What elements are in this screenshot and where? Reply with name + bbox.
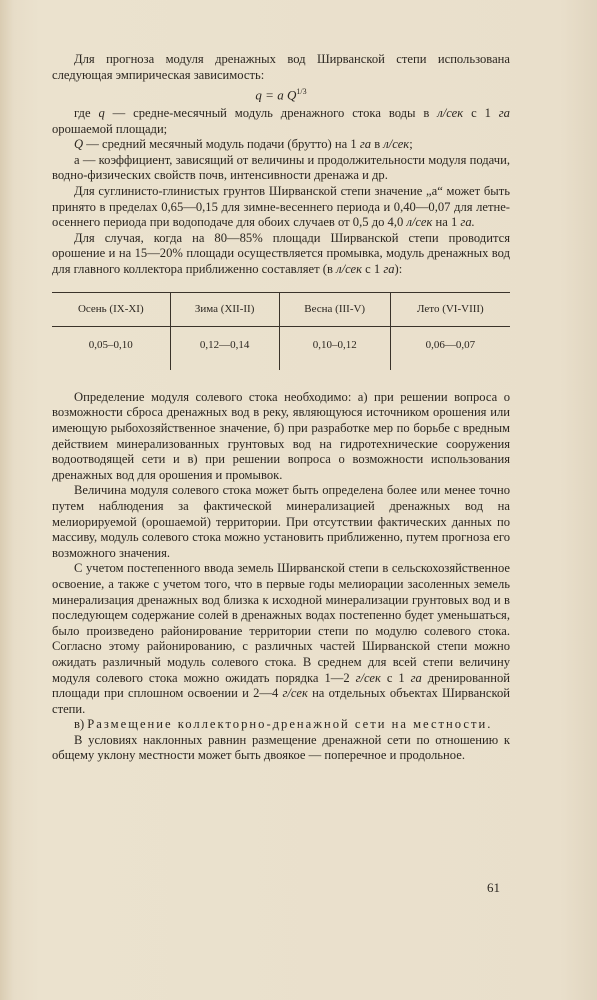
definition-Q: Q — средний месячный модуль подачи (брутто) на 1 га в л/сек; <box>74 137 413 152</box>
paragraph-coefficient: Для суглинисто-глинистых грунтов Ширванской степи значение „а“ может быть принято в пределах 0,65—0,15 для зимне-весеннего периода и 0,40—0,07 для летне-осеннего периода при водоподаче для обоих случаев от 0,5 до 4,0 л/сек на 1 га. <box>52 184 510 230</box>
section-heading: в) Размещение коллекторно-дренажной сети на местности. <box>74 717 493 732</box>
table-header-row <box>52 292 510 327</box>
table-header-cell: Зима (XII-II) <box>170 292 279 327</box>
table-cell: 0,10–0,12 <box>279 327 390 370</box>
formula <box>52 84 510 103</box>
seasonal-module-table <box>52 292 510 370</box>
formula-exponent: 1/3 <box>296 87 307 97</box>
table-header-cell: Осень (IX-XI) <box>52 292 170 327</box>
paragraph-salt-estimate: Величина модуля солевого стока может быть определена более или менее точно путем наблюдения за фактической минерализацией дренажных вод на мелиорируемой (орошаемой) территории. При отсутствии фактических данных по массиву, модуль солевого стока можно установить приближенно, путем прогноза его возможного значения. <box>52 483 510 560</box>
paragraph-drain-module: Для случая, когда на 80—85% площади Ширванской степи проводится орошение и на 15—20% площади осуществляется промывка, модуль дренажных вод для главного коллектора приближенно составляет (в л/сек с 1 га): <box>52 230 510 277</box>
definition-q: где q — средне-месячный модуль дренажного стока воды в л/сек с 1 га орошаемой площади; <box>52 106 510 136</box>
table-header-cell: Весна (III-V) <box>279 292 390 327</box>
table-cell: 0,12—0,14 <box>170 327 279 370</box>
definition-a: а — коэффициент, зависящий от величины и продолжительности модуля подачи, водно-физических свойств почв, интенсивности дренажа и др. <box>52 152 510 183</box>
paragraph-intro: Для прогноза модуля дренажных вод Ширванской степи использована следующая эмпирическая зависимость: <box>52 52 510 82</box>
page-body <box>52 52 510 764</box>
table-row <box>52 327 510 370</box>
table-cell: 0,06—0,07 <box>390 327 510 370</box>
table-cell: 0,05–0,10 <box>88 339 133 352</box>
table-header-cell: Лето (VI-VIII) <box>390 292 510 327</box>
formula-expression: q = a Q <box>255 87 297 103</box>
paragraph-salt-module: Определение модуля солевого стока необходимо: а) при решении вопроса о возможности сброса дренажных вод в реку, являющуюся источником орошения или имеющую рыбохозяйственное значение, б) при разработке мер по борьбе с вредным действием минерализованных грунтовых вод на гидротехнические сооружения водоотводящей сети и в) при решении вопроса о возможности использования дренажных вод для орошения и промывок. <box>52 389 510 482</box>
paragraph-zoning: С учетом постепенного ввода земель Ширванской степи в сельскохозяйственное освоение, а также с учетом того, что в первые годы мелиорации засоленных земель минерализация дренажных вод близка к исходной минерализации грунтовых вод и в последующем содержание солей в дренажных водах постепенно будет уменьшаться, было произведено районирование территории степи по модулю солевого стока. Согласно этому районированию, с различных частей Ширванской степи можно ожидать различный модуль солевого стока. В среднем для всей степи величину модуля солевого стока можно ожидать порядка 1—2 г/сек с 1 га дренированной площади при сплошном освоении и 2—4 г/сек на отдельных объектах Ширванской степи. <box>52 561 511 716</box>
paragraph-placement: В условиях наклонных равнин размещение дренажной сети по отношению к общему уклону местности может быть двоякое — поперечное и продольное. <box>52 732 510 763</box>
page-number: 61 <box>487 880 500 895</box>
